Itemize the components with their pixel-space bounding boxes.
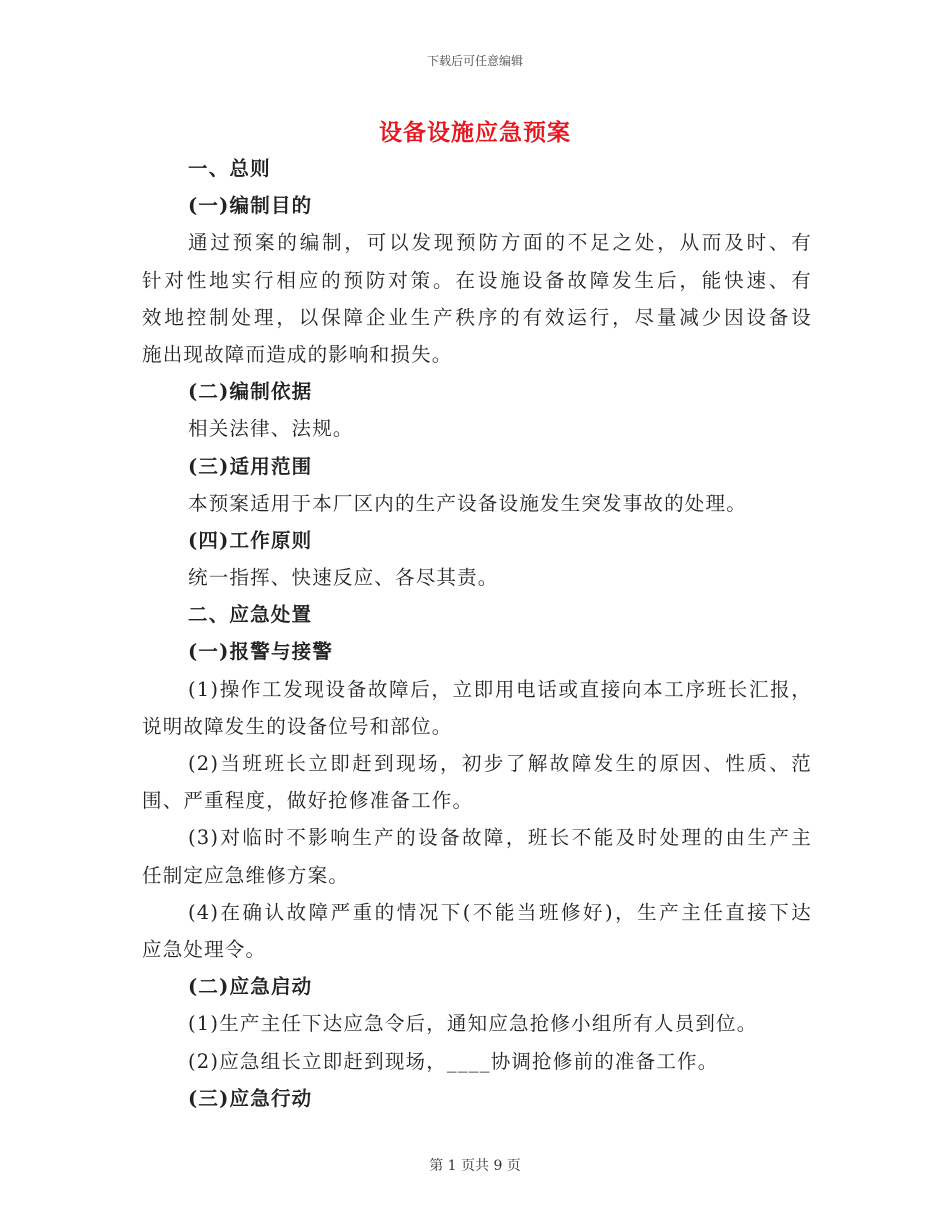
paragraph-line: (2)应急组长立即赶到现场，____协调抢修前的准备工作。 [188,1049,719,1073]
paragraph-line: 围、严重程度，做好抢修准备工作。 [142,789,474,813]
page-header: 下载后可任意编辑 [426,54,523,68]
paragraph-line: (2)当班班长立即赶到现场，初步了解故障发生的原因、性质、范 [188,752,812,775]
section-heading: (三)适用范围 [188,454,313,478]
section-heading: (四)工作原则 [188,528,313,552]
paragraph-line: (3)对临时不影响生产的设备故障，班长不能及时处理的由生产主 [188,826,812,850]
paragraph-line: 统一指挥、快速反应、各尽其责。 [188,566,499,590]
paragraph-line: (1)生产主任下达应急令后，通知应急抢修小组所有人员到位。 [188,1012,758,1036]
paragraph-line: 任制定应急维修方案。 [142,863,350,887]
section-heading: (二)编制依据 [188,380,313,404]
section-heading: 二、应急处置 [188,603,313,627]
section-heading: (三)应急行动 [188,1086,313,1110]
paragraph-line: 针对性地实行相应的预防对策。在设施设备故障发生后，能快速、有 [142,268,812,292]
paragraph-line: 相关法律、法规。 [188,417,354,441]
section-heading: (一)报警与接警 [188,640,334,664]
paragraph-line: 本预案适用于本厂区内的生产设备设施发生突发事故的处理。 [188,491,747,515]
document-body [142,150,812,1117]
paragraph-line: 应急处理令。 [142,937,267,961]
section-heading: (一)编制目的 [188,194,313,218]
paragraph-line: 效地控制处理，以保障企业生产秩序的有效运行，尽量减少因设备设 [142,305,812,329]
paragraph-line: 施出现故障而造成的影响和损失。 [142,342,453,366]
page-footer: 第 1 页共 9 页 [429,1158,521,1174]
document-title: 设备设施应急预案 [379,119,571,146]
paragraph-line: (1)操作工发现设备故障后，立即用电话或直接向本工序班长汇报， [188,677,812,701]
paragraph-line: (4)在确认故障严重的情况下(不能当班修好)，生产主任直接下达 [188,900,812,924]
paragraph-line: 通过预案的编制，可以发现预防方面的不足之处，从而及时、有 [188,231,812,255]
section-heading: (二)应急启动 [188,975,313,999]
paragraph-line: 说明故障发生的设备位号和部位。 [142,714,453,738]
section-heading: 一、总则 [188,157,271,180]
